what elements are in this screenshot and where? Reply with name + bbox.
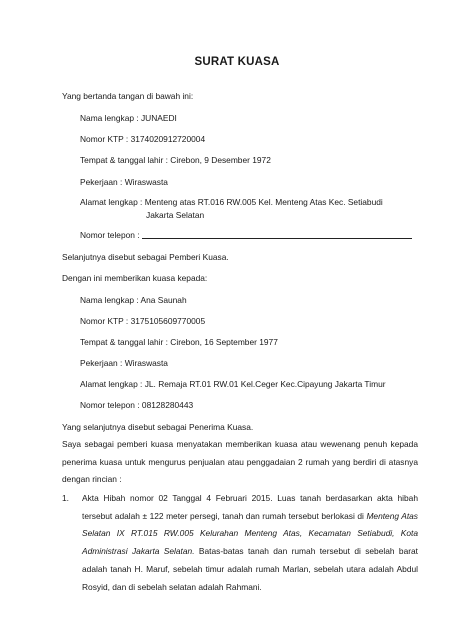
authorization-statement: Saya sebagai pemberi kuasa menyatakan memberikan kuasa atau wewenang penuh kepada penerima kuasa untuk mengurus penjualan atau penggadaian 2 rumah yang berdiri di atasnya dengan rincian : bbox=[62, 439, 418, 484]
grantee-name: Nama lengkap : Ana Saunah bbox=[80, 295, 187, 305]
grantor-ktp: Nomor KTP : 3174020912720004 bbox=[80, 134, 206, 144]
grantor-address: Alamat lengkap : Menteng atas RT.016 RW.005 Kel. Menteng Atas Kec. Setiabudi bbox=[80, 197, 383, 207]
grantor-note: Selanjutnya disebut sebagai Pemberi Kuasa. bbox=[62, 252, 229, 262]
grantee-note: Yang selanjutnya disebut sebagai Penerima Kuasa. bbox=[62, 422, 254, 432]
grantor-occupation: Pekerjaan : Wiraswasta bbox=[80, 177, 168, 187]
list-item-text bbox=[82, 490, 418, 596]
grantee-birth: Tempat & tanggal lahir : Cirebon, 16 September 1977 bbox=[80, 337, 278, 347]
grantee-phone: Nomor telepon : 08128280443 bbox=[80, 400, 194, 410]
grantee-occupation: Pekerjaan : Wiraswasta bbox=[80, 358, 168, 368]
grantor-birth: Tempat & tanggal lahir : Cirebon, 9 Desember 1972 bbox=[80, 155, 271, 165]
grantor-phone-row bbox=[80, 230, 412, 241]
item-text-part-b: Batas-batas tanah dan rumah tersebut di sebelah barat adalah tanah H. Maruf, sebelah timur adalah rumah Marlan, sebelah utara adalah Abdul Rosyid, dan di sebelah selatan adalah Rahmani. bbox=[82, 546, 419, 592]
grantor-phone-label: Nomor telepon : bbox=[80, 230, 140, 240]
grantee-address: Alamat lengkap : JL. Remaja RT.01 RW.01 Kel.Ceger Kec.Cipayung Jakarta Timur bbox=[80, 379, 386, 389]
grantor-address-line2: Jakarta Selatan bbox=[146, 210, 205, 220]
intro-text: Yang bertanda tangan di bawah ini: bbox=[62, 91, 194, 101]
phone-blank-line bbox=[142, 238, 412, 239]
document-title: SURAT KUASA bbox=[194, 56, 280, 68]
item-location-italic: Menteng Atas Selatan IX RT.015 RW.005 Kelurahan Menteng Atas, Kecamatan Setiabudi, Kota Administrasi Jakarta Selatan. bbox=[82, 510, 418, 557]
grantee-ktp: Nomor KTP : 3175105609770005 bbox=[80, 316, 206, 326]
item-text-part-a: Akta Hibah nomor 02 Tanggal 4 Februari 2015. Luas tanah berdasarkan akta hibah tersebut adalah ± 122 meter persegi, tanah dan rumah tersebut berlokasi di bbox=[82, 493, 418, 521]
list-item-number: 1. bbox=[62, 493, 69, 503]
grantor-name: Nama lengkap : JUNAEDI bbox=[80, 113, 177, 123]
power-of-attorney-intro: Dengan ini memberikan kuasa kepada: bbox=[62, 273, 208, 283]
